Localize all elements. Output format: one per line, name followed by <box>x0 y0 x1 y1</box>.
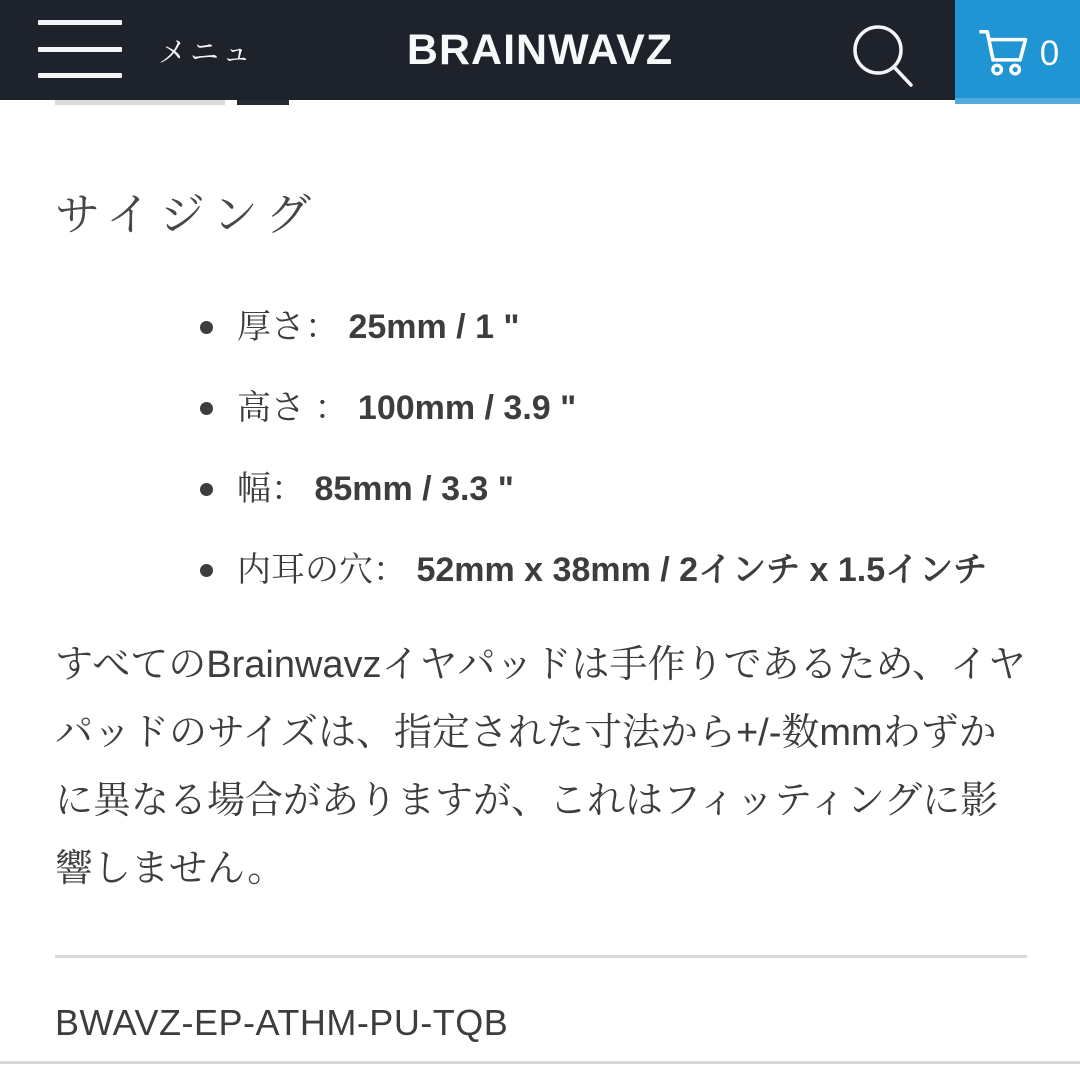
sizing-spec-list <box>55 295 1027 603</box>
product-sku: BWAVZ-EP-ATHM-PU-TQB <box>55 1002 509 1043</box>
spec-label: 幅： <box>237 470 305 508</box>
menu-button[interactable]: メニュ <box>158 36 255 69</box>
bottom-section-divider <box>0 1061 1080 1064</box>
spec-item-thickness <box>200 295 1027 360</box>
product-description-section <box>0 178 1080 1044</box>
spec-item-inner-hole <box>200 538 1027 603</box>
app-header <box>0 0 1080 100</box>
hamburger-icon[interactable] <box>38 20 122 78</box>
search-button[interactable] <box>838 8 918 92</box>
scrolled-fragment-dark <box>237 100 289 105</box>
cart-icon <box>976 26 1030 78</box>
spec-value: 85mm / 3.3 " <box>314 470 514 508</box>
scrolled-content-fragments <box>0 100 1080 106</box>
cart-button[interactable] <box>955 0 1080 104</box>
spec-value: 25mm / 1 " <box>348 308 520 346</box>
cart-count-badge: 0 <box>1039 33 1060 73</box>
spec-item-width <box>200 457 1027 522</box>
spec-value: 52mm x 38mm / 2インチ x 1.5インチ <box>416 551 988 589</box>
scrolled-fragment-light <box>55 100 225 105</box>
brand-logo: BRAINWAVZ <box>406 25 674 74</box>
handmade-disclaimer-text: すべてのBrainwavzイヤパッドは手作りであるため、イヤパッドのサイズは、指定された寸法から+/-数mmわずかに異なる場合がありますが、これはフィッティングに影響しません。 <box>55 644 1027 890</box>
spec-label: 高さ ： <box>237 389 349 427</box>
search-icon <box>841 10 915 90</box>
spec-label: 内耳の穴： <box>237 551 407 589</box>
spec-value: 100mm / 3.9 " <box>357 389 577 427</box>
spec-label: 厚さ： <box>237 308 339 346</box>
section-divider <box>55 955 1027 958</box>
spec-item-height <box>200 376 1027 441</box>
sizing-heading: サイジング <box>55 189 320 240</box>
